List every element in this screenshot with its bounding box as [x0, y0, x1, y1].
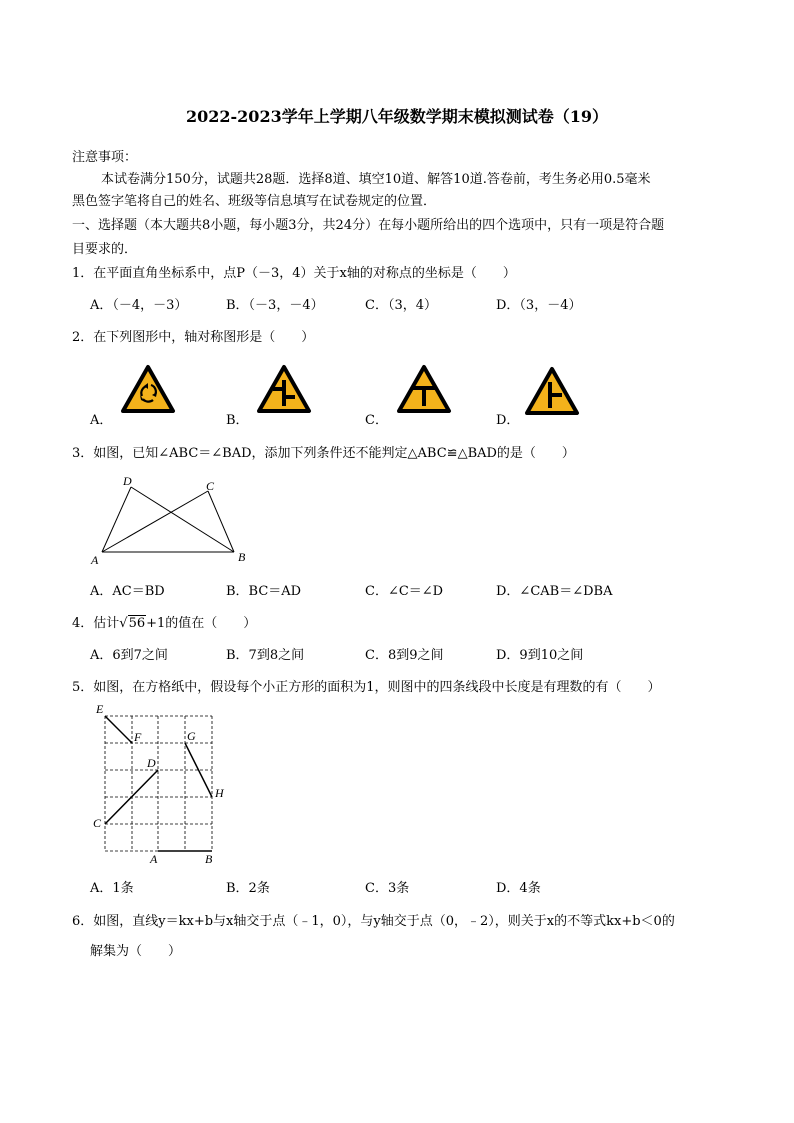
sign-roundabout-icon — [120, 364, 176, 414]
q3-option-a[interactable]: A．AC＝BD — [90, 584, 165, 599]
q5-label-e: E — [96, 702, 104, 716]
sqrt-icon: √ — [119, 616, 128, 631]
q5-grid-figure — [88, 700, 238, 868]
q5-label-a: A — [150, 852, 158, 866]
q1-option-b[interactable]: B．（－3，－4） — [226, 298, 324, 313]
q2-option-b[interactable]: B． — [226, 413, 249, 428]
q2-option-a[interactable]: A． — [90, 413, 113, 428]
q1-stem: 1．在平面直角坐标系中，点P（－3，4）关于x轴的对称点的坐标是（ ） — [72, 266, 516, 281]
q4-radicand: 56 — [128, 616, 146, 631]
q6-stem-line-1: 6．如图，直线y＝kx+b与x轴交于点（﹣1，0），与y轴交于点（0，﹣2），则关于x的不等式kx+b＜0的 — [72, 914, 675, 929]
notice-line-2: 黑色签字笔将自己的姓名、班级等信息填写在试卷规定的位置． — [72, 194, 437, 209]
section-heading-line-2: 目要求的． — [72, 242, 138, 257]
notice-line-1: 本试卷满分150分，试题共28题．选择8道、填空10道、解答10道.答卷前，考生务必用0.5毫米 — [101, 172, 651, 187]
q5-option-b[interactable]: B．2条 — [226, 881, 270, 896]
q3-option-c[interactable]: C．∠C＝∠D — [365, 584, 444, 599]
q1-option-c[interactable]: C．（3，4） — [365, 298, 437, 313]
sign-side-road-icon — [524, 366, 580, 416]
section-heading-line-1: 一、选择题（本大题共8小题，每小题3分，共24分）在每小题所给出的四个选项中，只有一项是符合题 — [72, 218, 665, 233]
sign-staggered-junction-icon — [256, 364, 312, 414]
q3-label-a: A — [91, 553, 99, 567]
q2-option-d[interactable]: D． — [496, 413, 520, 428]
q3-label-d: D — [123, 474, 132, 488]
q5-stem: 5．如图，在方格纸中，假设每个小正方形的面积为1，则图中的四条线段中长度是有理数的有（ ） — [72, 680, 661, 695]
q4-option-c[interactable]: C．8到9之间 — [365, 648, 444, 663]
q3-option-d[interactable]: D．∠CAB＝∠DBA — [496, 584, 613, 599]
page-title: 2022-2023学年上学期八年级数学期末模拟测试卷（19） — [186, 107, 608, 126]
q5-option-a[interactable]: A．1条 — [90, 881, 134, 896]
q4-stem-prefix: 4．估计 — [72, 616, 120, 631]
q2-stem: 2．在下列图形中，轴对称图形是（ ） — [72, 330, 315, 345]
q4-stem — [72, 612, 256, 631]
q5-option-d[interactable]: D．4条 — [496, 881, 541, 896]
q3-label-c: C — [206, 479, 215, 493]
q4-option-b[interactable]: B．7到8之间 — [226, 648, 305, 663]
q6-stem-line-2: 解集为（ ） — [90, 944, 182, 959]
q5-label-d: D — [147, 756, 156, 770]
q4-option-d[interactable]: D．9到10之间 — [496, 648, 584, 663]
q3-option-b[interactable]: B．BC＝AD — [226, 584, 302, 599]
q5-label-f: F — [134, 730, 142, 744]
q4-stem-suffix: +1的值在（ ） — [146, 616, 257, 631]
q5-option-c[interactable]: C．3条 — [365, 881, 410, 896]
q4-option-a[interactable]: A．6到7之间 — [90, 648, 168, 663]
q2-option-c[interactable]: C． — [365, 413, 388, 428]
q1-option-d[interactable]: D．（3，－4） — [496, 298, 582, 313]
q1-option-a[interactable]: A．（－4，－3） — [90, 298, 188, 313]
q3-label-b: B — [238, 550, 246, 564]
q3-stem: 3．如图，已知∠ABC＝∠BAD，添加下列条件还不能判定△ABC≌△BAD的是（ ） — [72, 446, 575, 461]
q5-label-g: G — [187, 729, 196, 743]
notice-heading: 注意事项： — [72, 150, 138, 165]
q5-label-b: B — [205, 852, 213, 866]
sign-t-junction-icon — [396, 364, 452, 414]
q5-label-c: C — [93, 816, 102, 830]
q5-label-h: H — [215, 786, 224, 800]
q3-quadrilateral-figure — [86, 472, 256, 568]
